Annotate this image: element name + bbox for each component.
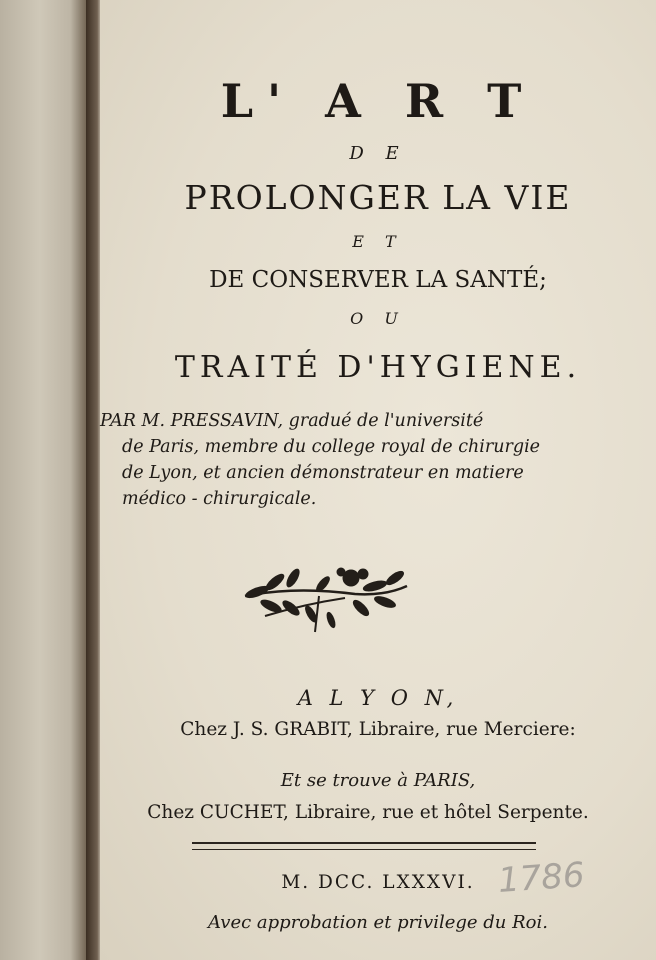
pencil-annotation: 1786	[496, 855, 586, 901]
title-page	[100, 0, 656, 960]
title-traite: TRAITÉ D'HYGIENE.	[174, 350, 582, 385]
title-et: E T	[352, 232, 404, 251]
author-line: de Lyon, et ancien démonstrateur en matiere	[122, 463, 524, 483]
author-line: de Paris, membre du college royal de chirurgie	[122, 437, 541, 457]
title-de: D E	[349, 143, 407, 164]
author-line: PAR M. PRESSAVIN, gradué de l'université	[100, 411, 484, 431]
title-art: L' A R T	[220, 74, 536, 128]
fleuron-ornament-icon	[235, 556, 415, 636]
imprint-publisher: Chez J. S. GRABIT, Libraire, rue Merciere:	[180, 719, 576, 740]
book-spine	[0, 0, 88, 960]
title-ou: O U	[350, 309, 406, 328]
title-conserver: DE CONSERVER LA SANTÉ;	[209, 267, 547, 293]
author-statement	[100, 408, 550, 512]
imprint-publisher-paris: Chez CUCHET, Libraire, rue et hôtel Serpente.	[147, 802, 589, 823]
privilege-statement: Avec approbation et privilege du Roi.	[208, 912, 548, 933]
author-line: médico - chirurgicale.	[122, 489, 317, 509]
double-rule	[192, 842, 536, 850]
title-prolonger: PROLONGER LA VIE	[184, 178, 572, 217]
imprint-city: A L Y O N,	[297, 686, 459, 710]
imprint-also-sold: Et se trouve à PARIS,	[280, 770, 476, 791]
imprint-date: M. DCC. LXXXVI.	[281, 872, 475, 893]
